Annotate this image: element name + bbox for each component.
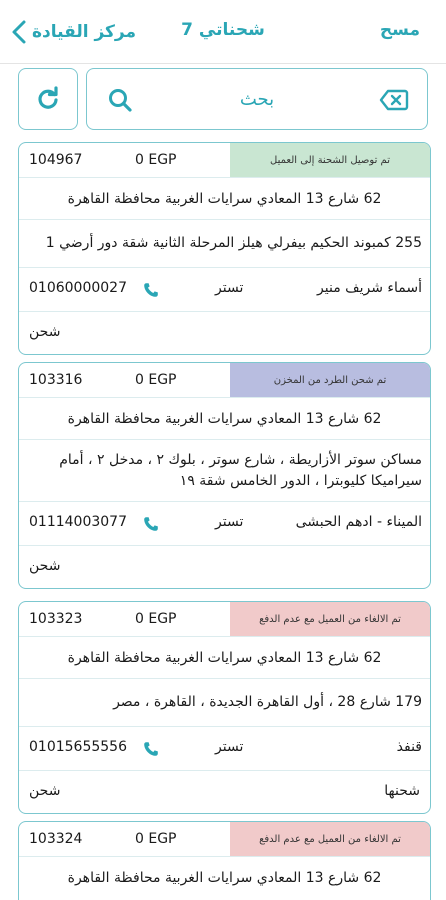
delivery-address: 179 شارع 28 ، أول القاهرة الجديدة ، القاهرة ، مصر	[113, 694, 422, 710]
customer-name: الميناء - ادهم الحبشى	[295, 514, 422, 530]
customer-row	[19, 268, 430, 312]
delivery-address-row	[19, 220, 430, 268]
customer-row	[19, 727, 430, 771]
phone-icon[interactable]	[143, 516, 159, 532]
cod-amount: 0 EGP	[135, 831, 177, 847]
shipment-card[interactable]	[18, 821, 431, 900]
shipment-card[interactable]	[18, 142, 431, 355]
status-badge: تم الالغاء من العميل مع عدم الدفع	[230, 602, 430, 636]
delivery-address: مساكن سوتر الأزاريطة ، شارع سوتر ، بلوك ٢ ، مدخل ٢ ، أمام سيراميكا كليوبترا ، الدور الخامس شقة ١٩	[59, 451, 422, 489]
pickup-address-row	[19, 857, 430, 899]
order-number: 103323	[29, 611, 83, 627]
refresh-icon	[35, 86, 61, 112]
pickup-address: 62 شارع 13 المعادي سرايات الغربية محافظة القاهرة	[67, 870, 382, 886]
navbar-divider	[0, 63, 446, 64]
delivery-address-row	[19, 440, 430, 502]
shipment-type: شحن	[29, 558, 61, 574]
pickup-address-row	[19, 178, 430, 220]
back-button-label: مركز القيادة	[32, 22, 137, 42]
notes-row	[19, 312, 430, 354]
backspace-icon[interactable]	[379, 88, 409, 112]
search-input[interactable]	[147, 84, 367, 114]
notes-row	[19, 546, 430, 588]
notes-row	[19, 771, 430, 813]
status-badge: تم شحن الطرد من المخزن	[230, 363, 430, 397]
refresh-button[interactable]	[18, 68, 78, 130]
status-badge: تم توصيل الشحنة إلى العميل	[230, 143, 430, 177]
pickup-address: 62 شارع 13 المعادي سرايات الغربية محافظة القاهرة	[67, 410, 382, 427]
customer-city: تستر	[215, 739, 244, 755]
customer-phone[interactable]: 01015655556	[29, 739, 127, 755]
search-icon[interactable]	[107, 87, 133, 113]
clear-button[interactable]: مسح	[379, 20, 420, 40]
shipment-card[interactable]	[18, 362, 431, 589]
delivery-address-row	[19, 679, 430, 727]
customer-phone[interactable]: 01060000027	[29, 280, 127, 296]
order-number: 103324	[29, 831, 83, 847]
page-title: شحناتي 7	[181, 20, 265, 40]
search-bar	[86, 68, 428, 130]
pickup-address-row	[19, 398, 430, 440]
order-number: 103316	[29, 372, 83, 388]
customer-phone[interactable]: 01114003077	[29, 514, 127, 530]
customer-name: أسماء شريف منير	[317, 280, 422, 296]
shipment-type: شحن	[29, 324, 61, 340]
pickup-address: 62 شارع 13 المعادي سرايات الغربية محافظة القاهرة	[67, 190, 382, 207]
pickup-address-row	[19, 637, 430, 679]
shipment-header-row	[19, 822, 430, 857]
cod-amount: 0 EGP	[135, 152, 177, 168]
shipment-header-row	[19, 602, 430, 637]
phone-icon[interactable]	[143, 741, 159, 757]
customer-row	[19, 502, 430, 546]
phone-icon[interactable]	[143, 282, 159, 298]
shipment-type: شحن	[29, 783, 61, 799]
shipment-card[interactable]	[18, 601, 431, 814]
customer-city: تستر	[215, 514, 244, 530]
cod-amount: 0 EGP	[135, 372, 177, 388]
navigation-bar	[0, 0, 446, 64]
delivery-address: 255 كمبوند الحكيم بيفرلي هيلز المرحلة الثانية شقة دور أرضي 1	[45, 235, 422, 251]
status-badge: تم الالغاء من العميل مع عدم الدفع	[230, 822, 430, 856]
shipment-header-row	[19, 143, 430, 178]
pickup-address: 62 شارع 13 المعادي سرايات الغربية محافظة القاهرة	[67, 649, 382, 666]
shipment-header-row	[19, 363, 430, 398]
order-number: 104967	[29, 152, 83, 168]
customer-city: تستر	[215, 280, 244, 296]
cod-amount: 0 EGP	[135, 611, 177, 627]
customer-name: قنفذ	[396, 739, 422, 755]
shipment-note: شحنها	[384, 783, 420, 799]
